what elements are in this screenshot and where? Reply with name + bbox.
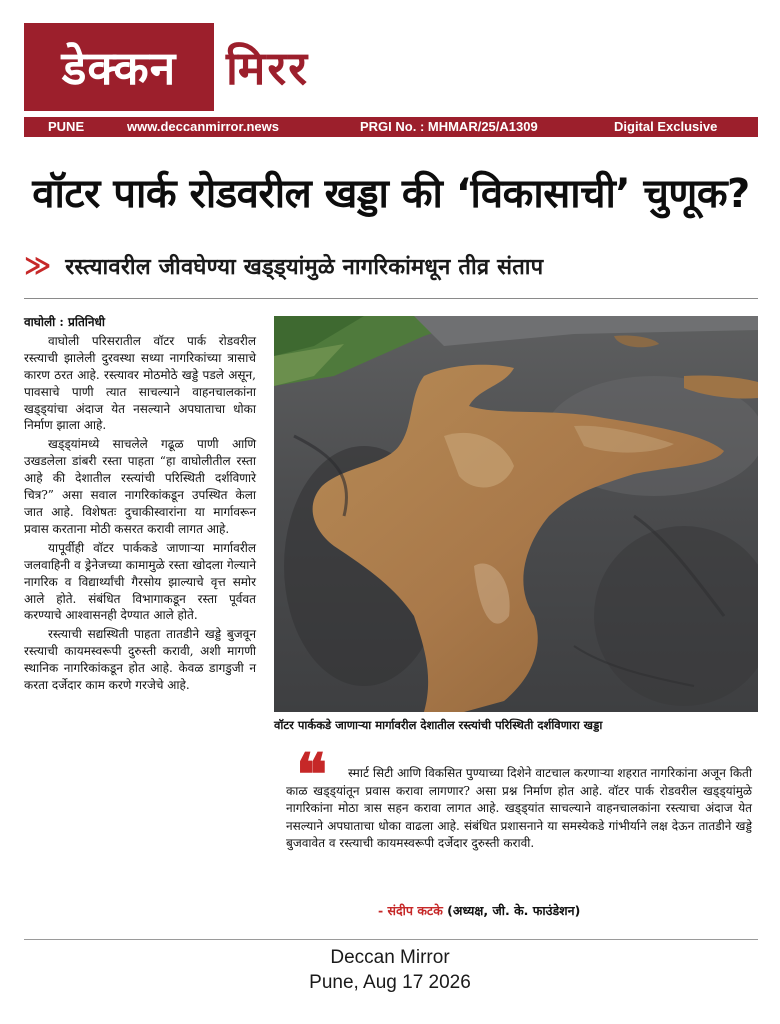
- masthead-logo: [24, 23, 214, 111]
- quote-author-role: (अध्यक्ष, जी. के. फाउंडेशन): [442, 903, 581, 918]
- footer-dateline: Pune, Aug 17 2026: [309, 972, 471, 993]
- masthead-info-strip: [24, 117, 758, 137]
- footer: [0, 945, 780, 995]
- pothole-photo: [274, 316, 758, 712]
- footer-publication: Deccan Mirror: [330, 947, 450, 968]
- article-body: [24, 314, 256, 694]
- quote-attribution: [378, 902, 580, 919]
- subheadline-text: रस्त्यावरील जीवघेण्या खड्ड्यांमुळे नागरिकांमधून तीव्र संताप: [65, 255, 544, 280]
- prgi-number: PRGI No. : MHMAR/25/A1309: [360, 119, 538, 134]
- paragraph-4: रस्त्याची सद्यस्थिती पाहता तातडीने खड्डे बुजवून रस्त्याची कायमस्वरूपी दुरुस्ती करावी, अशी मागणी स्थानिक नागरिकांकडून होत आहे. केवळ डागडुजी न करता दर्जेदार काम करणे गरजेचे आहे.: [24, 627, 256, 693]
- paragraph-3: यापूर्वीही वॉटर पार्ककडे जाणाऱ्या मार्गावरील जलवाहिनी व ड्रेनेजच्या कामामुळे रस्ता खोदला गेल्याने नागरिक व विद्यार्थ्यांची गैरसोय झाल्याचे वृत्त समोर आले होते. संबंधित विभागाकडून रस्ता पूर्ववत करण्याचे आश्वासनही देण्यात आले होते.: [24, 540, 256, 623]
- logo-text-mirror: मिरर: [226, 41, 310, 95]
- photo-caption: वॉटर पार्ककडे जाणाऱ्या मार्गावरील देशातील रस्त्यांची परिस्थिती दर्शविणारा खड्डा: [274, 718, 603, 732]
- quote-dash: -: [378, 903, 388, 918]
- quote-author: संदीप कटके: [387, 903, 443, 918]
- paragraph-1: वाघोली परिसरातील वॉटर पार्क रोडवरील रस्त्याची झालेली दुरवस्था सध्या नागरिकांच्या त्रासाचे कारण ठरत आहे. रस्त्यावर मोठमोठे खड्डे पडले असून, पावसाचे पाणी त्यात साचल्याने वाहनचालकांना खड्ड्यांचा अंदाज येत नसल्याने अपघाताचा धोका निर्माण झाला आहे.: [24, 333, 256, 433]
- double-chevron-icon: ≫: [24, 251, 52, 281]
- headline-divider: [24, 298, 758, 299]
- city-label: PUNE: [48, 119, 85, 134]
- byline: वाघोली : प्रतिनिधी: [24, 315, 106, 329]
- article-headline: वॉटर पार्क रोडवरील खड्डा की ‘विकासाची’ चुणूक?: [32, 170, 750, 217]
- article-subheadline: [24, 246, 764, 286]
- paragraph-2: खड्ड्यांमध्ये साचलेले गढूळ पाणी आणि उखडलेला डांबरी रस्ता पाहता “हा वाघोलीतील रस्ता आहे की देशातील रस्त्यांची परिस्थिती दर्शविणारे चित्र?” असा सवाल नागरिकांकडून उपस्थित केला जात आहे. विशेषतः दुचाकीस्वारांना या मार्गावरून प्रवास करताना मोठी कसरत करावी लागत आहे.: [24, 437, 256, 536]
- quote-mark-icon: ❝: [296, 741, 328, 809]
- pull-quote: स्मार्ट सिटी आणि विकसित पुण्याच्या दिशेने वाटचाल करणाऱ्या शहरात नागरिकांना अजून किती काळ खड्ड्यांतून प्रवास करावा लागणार? असा प्रश्न निर्माण होत आहे. वॉटर पार्क रोडवरील खड्ड्यांमुळे नागरिकांना मोठा त्रास सहन करावा लागत आहे. खड्ड्यांत साचल्याने वाहनचालकांना रस्त्याचा अंदाज येत नसल्याने अपघाताचा धोका वाढला आहे. संबंधित प्रशासनाने या समस्येकडे गांभीर्याने लक्ष देऊन तातडीने खड्डे बुजवावेत व रस्त्याची कायमस्वरूपी दर्जेदार दुरुस्ती करावी.: [286, 766, 752, 850]
- website-link[interactable]: www.deccanmirror.news: [127, 119, 279, 134]
- edition-label: Digital Exclusive: [614, 119, 718, 134]
- logo-text-deccan: डेक्कन: [61, 41, 177, 95]
- footer-divider: [24, 939, 758, 940]
